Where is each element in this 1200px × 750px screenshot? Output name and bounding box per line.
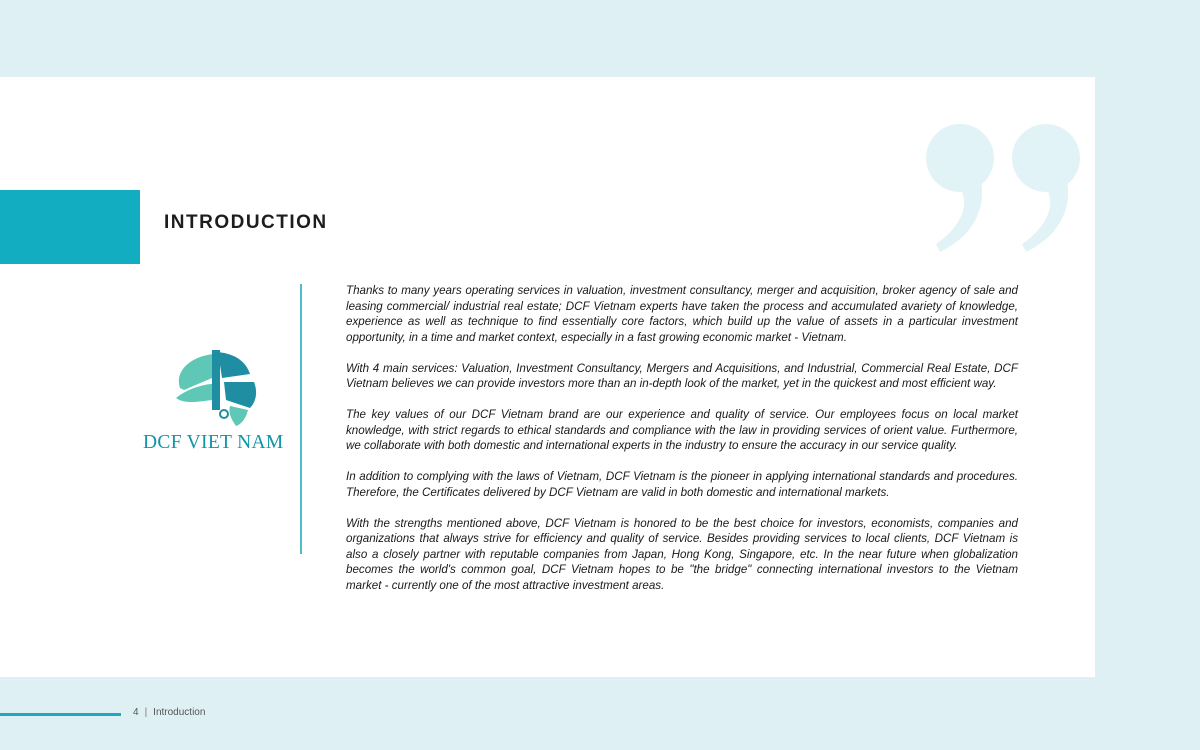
brand-name: DCF VIET NAM — [143, 432, 284, 453]
dcf-logo-icon — [166, 348, 266, 426]
footer-accent-line — [0, 713, 121, 716]
closing-quote-icon — [918, 118, 1098, 258]
paragraph: With the strengths mentioned above, DCF Vietnam is honored to be the best choice for investors, economists, companies and organizations that always strive for efficiency and quality of service. Besides providing services to local clients, DCF Vietnam is also a closely partner with reputable companies from Japan, Hong Kong, Singapore, etc. In the near future when globalization becomes the world's common goal, DCF Vietnam hopes to be "the bridge" connecting international investors to the Vietnam market - currently one of the most attractive investment areas. — [346, 516, 1018, 592]
page-footer — [133, 707, 205, 718]
paragraph: Thanks to many years operating services in valuation, investment consultancy, merger and acquisition, broker agency of sale and leasing commercial/ industrial real estate; DCF Vietnam experts have taken the process and accumulated avariety of knowledge, experience as well as technique to find essentially core factors, which build up the value of assets in a particular investment opportunity, in a time and market context, especially in a fast growing economic market - Vietnam. — [346, 284, 1018, 344]
page-title: INTRODUCTION — [164, 212, 328, 233]
title-accent-block — [0, 190, 140, 264]
paragraph: The key values of our DCF Vietnam brand are our experience and quality of service. Our employees focus on local market knowledge, with strict regards to ethical standards and compliance with the law in providing services of orient value. Furthermore, we collaborate with both domestic and international experts in the industry to ensure the accuracy in our service quality. — [346, 408, 1018, 452]
introduction-body — [346, 283, 1018, 609]
vertical-divider — [300, 284, 302, 554]
footer-section-label: Introduction — [153, 707, 206, 718]
footer-separator: | — [144, 707, 148, 718]
paragraph: With 4 main services: Valuation, Investment Consultancy, Mergers and Acquisitions, and Industrial, Commercial Real Estate, DCF Vietnam believes we can provide investors more than an in-depth look of the market, yet in the quickest and most efficient way. — [346, 361, 1018, 390]
paragraph: In addition to complying with the laws of Vietnam, DCF Vietnam is the pioneer in applying international standards and procedures. Therefore, the Certificates delivered by DCF Vietnam are valid in both domestic and international markets. — [346, 470, 1018, 499]
page-number: 4 — [133, 707, 139, 718]
